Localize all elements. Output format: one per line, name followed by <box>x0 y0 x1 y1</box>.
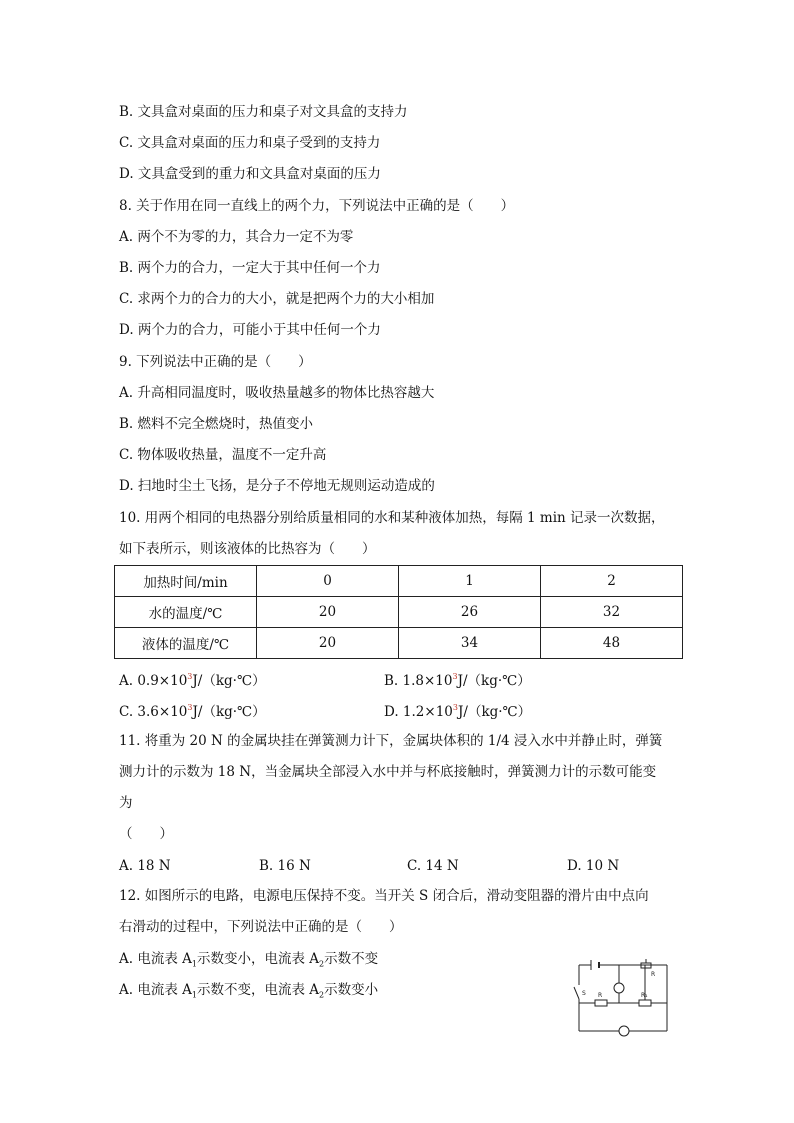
q8-option-b: B. 两个力的合力，一定大于其中任何一个力 <box>119 260 381 276</box>
table-cell: 48 <box>541 628 683 659</box>
q11-line2: 测力计的示数为 18 N，当金属块全部浸入水中并与杯底接触时，弹簧测力计的示数可能变 <box>119 764 657 780</box>
q10-data-table <box>114 565 683 659</box>
q10-option-c <box>119 699 266 721</box>
q10-option-a <box>119 668 266 690</box>
q11-line3: 为 <box>119 795 133 811</box>
q12-option-a1 <box>119 950 378 974</box>
q10-option-d <box>384 699 531 721</box>
resistor-r1-label: R₁ <box>641 992 648 999</box>
q12-option-a2 <box>119 981 378 1005</box>
q11-option-d: D. 10 N <box>567 858 620 874</box>
ammeter-a1-icon <box>614 983 624 993</box>
q11-option-a: A. 18 N <box>119 858 171 874</box>
q11-line1: 11. 将重为 20 N 的金属块挂在弹簧测力计下，金属块体积的 1/4 浸入水中并静止时，弹簧 <box>119 733 663 749</box>
q12-line2: 右滑动的过程中，下列说法中正确的是（ ） <box>119 919 403 935</box>
q10-option-b <box>384 668 531 690</box>
q11-line4: （ ） <box>119 826 173 842</box>
q9-option-a: A. 升高相同温度时，吸收热量越多的物体比热容越大 <box>119 385 435 401</box>
q10-option-d-exp: 3 <box>452 703 458 712</box>
table-row <box>115 597 683 628</box>
q10-option-b-pre: B. 1.8×10 <box>384 673 453 689</box>
rheostat-label: R <box>651 971 656 978</box>
q8-option-a: A. 两个不为零的力，其合力一定不为零 <box>119 229 354 245</box>
q12-option-a1-pre: A. 电流表 A <box>119 951 192 967</box>
q12-option-a1-post: 示数不变 <box>324 951 379 967</box>
table-cell: 1 <box>399 566 541 597</box>
q7-option-d: D. 文具盒受到的重力和文具盒对桌面的压力 <box>119 166 381 182</box>
q12-option-a2-sub2: 2 <box>319 990 325 1000</box>
q10-option-c-pre: C. 3.6×10 <box>119 704 188 720</box>
q8-stem: 8. 关于作用在同一直线上的两个力，下列说法中正确的是（ ） <box>119 198 515 214</box>
q12-option-a1-sub2: 2 <box>319 959 325 969</box>
table-cell: 34 <box>399 628 541 659</box>
resistor-r-label: R <box>598 992 603 999</box>
table-cell: 20 <box>257 628 399 659</box>
q10-option-d-pre: D. 1.2×10 <box>384 704 453 720</box>
table-cell: 32 <box>541 597 683 628</box>
q12-option-a2-sub1: 1 <box>191 990 197 1000</box>
q12-option-a2-pre: A. 电流表 A <box>119 982 192 998</box>
table-cell: 水的温度/℃ <box>115 597 257 628</box>
table-cell: 0 <box>257 566 399 597</box>
q8-option-c: C. 求两个力的合力的大小，就是把两个力的大小相加 <box>119 291 435 307</box>
table-cell: 2 <box>541 566 683 597</box>
q10-option-c-exp: 3 <box>187 703 193 712</box>
table-cell: 26 <box>399 597 541 628</box>
q7-option-c: C. 文具盒对桌面的压力和桌子受到的支持力 <box>119 135 381 151</box>
q11-option-b: B. 16 N <box>259 858 311 874</box>
q10-option-d-post: J/（kg·℃） <box>457 704 532 720</box>
q10-option-b-exp: 3 <box>452 672 458 681</box>
switch-blade <box>574 987 579 999</box>
q12-option-a2-mid: 示数不变，电流表 A <box>196 982 320 998</box>
q10-option-b-post: J/（kg·℃） <box>457 673 531 689</box>
q10-stem-line1: 10. 用两个相同的电热器分别给质量相同的水和某种液体加热，每隔 1 min 记录一次数据， <box>119 510 665 526</box>
q9-option-b: B. 燃料不完全燃烧时，热值变小 <box>119 416 314 432</box>
q12-option-a1-mid: 示数变小，电流表 A <box>196 951 320 967</box>
q10-stem-line2: 如下表所示，则该液体的比热容为（ ） <box>119 541 376 557</box>
q10-option-a-pre: A. 0.9×10 <box>119 673 188 689</box>
table-row <box>115 566 683 597</box>
q12-option-a2-post: 示数变小 <box>324 982 379 998</box>
resistor-r <box>595 1000 607 1006</box>
table-row <box>115 628 683 659</box>
q8-option-d: D. 两个力的合力，可能小于其中任何一个力 <box>119 322 381 338</box>
table-cell: 20 <box>257 597 399 628</box>
q9-option-d: D. 扫地时尘土飞扬，是分子不停地无规则运动造成的 <box>119 478 435 494</box>
q7-option-b: B. 文具盒对桌面的压力和桌子对文具盒的支持力 <box>119 104 408 120</box>
q10-option-a-post: J/（kg·℃） <box>192 673 266 689</box>
q12-option-a1-sub1: 1 <box>191 959 197 969</box>
q9-option-c: C. 物体吸收热量，温度不一定升高 <box>119 447 327 463</box>
circuit-diagram <box>569 955 673 1037</box>
q9-stem: 9. 下列说法中正确的是（ ） <box>119 354 312 370</box>
q10-option-c-post: J/（kg·℃） <box>192 704 266 720</box>
table-cell: 加热时间/min <box>115 566 257 597</box>
resistor-r1 <box>639 1000 651 1006</box>
table-cell: 液体的温度/℃ <box>115 628 257 659</box>
q11-option-c: C. 14 N <box>407 858 459 874</box>
q12-line1: 12. 如图所示的电路，电源电压保持不变。当开关 S 闭合后，滑动变阻器的滑片由中点向 <box>119 888 649 904</box>
ammeter-a2-icon <box>619 1026 629 1036</box>
switch-label: S <box>582 990 586 997</box>
q10-option-a-exp: 3 <box>187 672 193 681</box>
